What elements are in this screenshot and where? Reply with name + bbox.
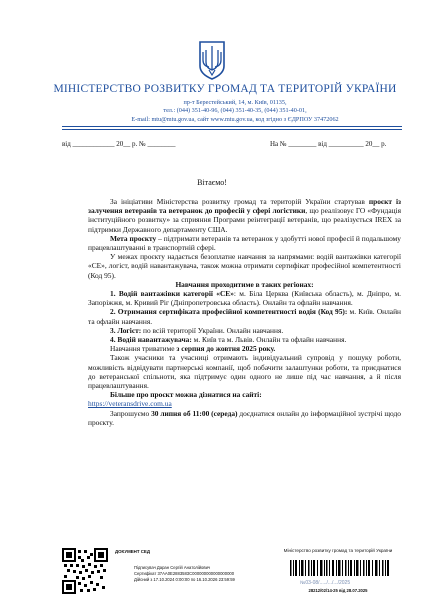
invitation-text: Запрошуємо (110, 408, 152, 418)
barcode-icon (290, 560, 390, 576)
list-item-text: : м. Біла Церква (Київська область), м. Дніпро, м. Запоріжжя, м. Кривий Ріг (Дніпропетровська область). Онлайн та офлайн навчання. (88, 289, 401, 308)
list-item-title: 2. Отримання сертифіката професійної компетентності водія (Код 95): (110, 307, 348, 317)
ministry-phones: тел.: (044) 351-40-96, (044) 351-40-35, (044) 351-40-01, (163, 107, 307, 114)
project-website-link[interactable]: https://veteransdrive.com.ua (88, 399, 172, 409)
header-divider-thin (62, 129, 402, 130)
goal-text: – підтримати ветеранів та ветеранок у здобутті нової професії й подальшому працевлаштуванні в транспортній сфері. (88, 233, 401, 253)
duration-dates: з серпня до жовтня 2025 року. (176, 344, 276, 354)
letter-greeting: Вітаємо! (197, 178, 227, 187)
list-item-text: м. Київ. Онлайн та офлайн навчання. (88, 307, 401, 326)
edoc-label: ДОКУМЕНТ СЕД (115, 549, 150, 554)
regions-heading-text: Навчання проходитиме в таких регіонах: (175, 279, 314, 289)
list-item-text: по всій території України. Онлайн навчання. (141, 325, 284, 335)
letter-body (88, 197, 401, 427)
list-item-logistician (88, 326, 401, 335)
intro-text-end: , що реалізовує ГО «Фундація інституційного розвитку» за сприяння Програми реінтеграції ветеранів, що реалізується IREX за підтримки Державного департаменту США. (88, 206, 402, 234)
edoc-signature-footer (0, 540, 424, 600)
outgoing-number: №03-08/...../.../.../2025 (300, 580, 351, 586)
list-item-truck-driver (88, 289, 401, 307)
list-item-certificate (88, 307, 401, 325)
regions-heading (88, 280, 401, 289)
more-info-paragraph (88, 390, 401, 408)
goal-label: Мета проєкту (110, 233, 157, 243)
goal-paragraph (88, 234, 401, 252)
list-item-title: 1. Водій вантажівки категорії «СЕ» (110, 289, 234, 299)
qr-code-icon (62, 548, 108, 594)
ministry-address: пр-т Берестейський, 14, м. Київ, 01135, (183, 99, 287, 106)
invitation-paragraph (88, 409, 401, 427)
meeting-datetime: 30 липня об 11:00 (середа) (151, 408, 238, 418)
incoming-reference: На № ________ від __________ 20__ р. (270, 140, 387, 148)
list-item-text: м. Київ та м. Львів. Онлайн та офлайн навчання. (191, 335, 347, 345)
intro-paragraph (88, 197, 401, 234)
list-item-forklift-driver (88, 335, 401, 344)
ministry-title: МІНІСТЕРСТВО РОЗВИТКУ ГРОМАД ТА ТЕРИТОРІЙ УКРАЇНИ (53, 83, 397, 95)
signer-certificate: Сертифікат 37AA0E2883583C000000000000000000 (134, 571, 235, 576)
ministry-email-web: E-mail: mtu@mtu.gov.ua, сайт www.mtu.gov.ua, код згідно з ЄДРПОУ 37472062 (131, 116, 339, 123)
training-paragraph: У межах проєкту надається безоплатне навчання за напрямами: водій вантажівки категорії «СЕ», логіст, водій навантажувача, також можна отримати сертифікат професійної компетентності (Код 95). (88, 252, 401, 280)
support-paragraph: Також учасники та учасниці отримають індивідуальний супровід у пошуку роботи, можливість відвідувати партнерські компанії, щоб побачити залаштунки роботи, та приєднатися до ветеранської спільноти, яка підтримує один одного не лише під час навчання, а й після працевлаштування. (88, 353, 401, 391)
signer-name: Підписувач Даран Сергій Анатолійович (134, 565, 211, 570)
header-divider (62, 126, 402, 127)
outgoing-registration: від ____________ 20__ р. № ________ (62, 140, 176, 148)
more-info-label: Більше про проєкт можна дізнатися на сайті: (110, 390, 262, 400)
footer-organization: Міністерство розвитку громад та територій України (283, 548, 393, 553)
invitation-text-end: доєднатися онлайн до інформаційної зустрічі щодо проєкту. (88, 408, 401, 427)
list-item-title: 4. Водій навантажувача: (110, 335, 192, 345)
duration-text: Навчання триватиме (110, 344, 177, 354)
signer-validity: Дійсний з 17.10.2024 0:00:00 по 16.10.2026 23:59:59 (134, 577, 235, 582)
registration-stamp: 28212/02/14-25 від 28.07.2025 (308, 588, 368, 593)
project-name: проєкт із залучення ветеранів та ветеранок до професій у сфері логістики (88, 197, 401, 216)
trident-emblem-icon (198, 40, 226, 80)
intro-text: За ініціативи Міністерства розвитку громад та територій України стартував (110, 197, 369, 206)
list-item-title: 3. Логіст: (110, 325, 142, 335)
duration-paragraph (88, 344, 401, 353)
